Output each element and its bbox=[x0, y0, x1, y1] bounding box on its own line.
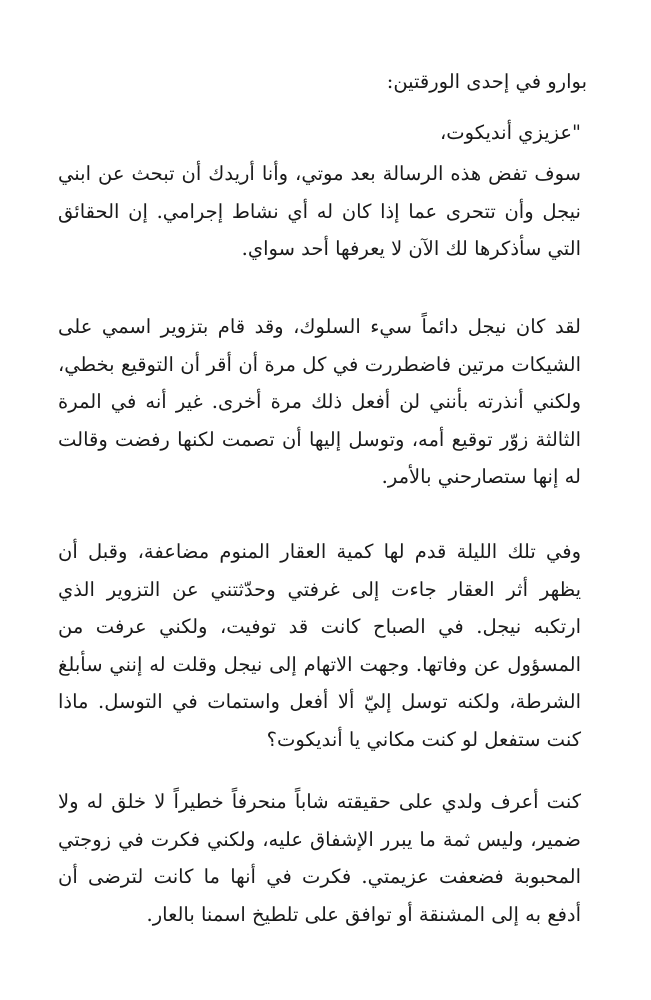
letter-paragraph-3: وفي تلك الليلة قدم لها كمية العقار المنوم مضاعفة، وقبل أن يظهر أثر العقار جاءت إلى غرفتي وحدّثتني عن التزوير الذي ارتكبه نيجل. في الصباح كانت قد توفيت، ولكني عرفت من المسؤول عن وفاتها. وجهت الاتهام إلى نيجل وقلت له إنني سأبلغ الشرطة، ولكنه توسل إليّ ألا أفعل واستمات في التوسل. ماذا كنت ستفعل لو كنت مكاني يا أنديكوت؟ bbox=[58, 540, 581, 751]
letter-paragraph-4: كنت أعرف ولدي على حقيقته شاباً منحرفاً خطيراً لا خلق له ولا ضمير، وليس ثمة ما يبرر الإشفاق عليه، ولكني فكرت في زوجتي المحبوبة فضعفت عزيمتي. فكرت في أنها ما كانت لترضى أن أدفع به إلى المشنقة أو توافق على تلطيخ اسمنا بالعار. bbox=[58, 790, 581, 926]
letter-paragraph-2: لقد كان نيجل دائماً سيء السلوك، وقد قام بتزوير اسمي على الشيكات مرتين فاضطررت في كل مرة أن أقر أن التوقيع بخطي، ولكني أنذرته بأنني لن أفعل ذلك مرة أخرى. غير أنه في المرة الثالثة زوّر توقيع أمه، وتوسل إليها أن تصمت لكنها رفضت وقالت له إنها ستصارحني بالأمر. bbox=[58, 315, 581, 488]
letter-paragraph-1: سوف تفض هذه الرسالة بعد موتي، وأنا أريدك أن تبحث عن ابني نيجل وأن تتحرى عما إذا كان له أي نشاط إجرامي. إن الحقائق التي سأذكرها لك الآن لا يعرفها أحد سواي. bbox=[58, 162, 581, 260]
intro-line: بوارو في إحدى الورقتين: bbox=[386, 70, 587, 93]
letter-salutation: "عزيزي أنديكوت، bbox=[439, 121, 581, 144]
